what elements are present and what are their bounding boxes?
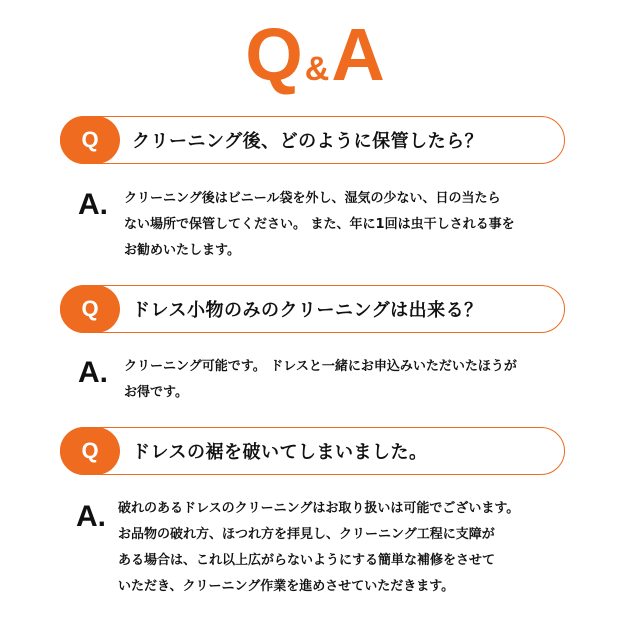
title-q: Q — [245, 13, 303, 96]
question-text: クリーニング後、どのように保管したら？ — [132, 131, 484, 152]
question-text: ドレスの裾を破いてしまいました。 — [132, 442, 428, 463]
question-badge: Q — [60, 285, 120, 333]
title-ampersand: & — [304, 50, 330, 88]
answer-line: 破れのあるドレスのクリーニングはお取り扱いは可能でございます。 — [118, 501, 520, 516]
answer-text — [124, 354, 517, 406]
page-title — [0, 13, 630, 96]
answer-line: お品物の破れ方、ほつれ方を拝見し、クリーニング工程に支障が — [118, 527, 495, 542]
answer-line: クリーニング後はビニール袋を外し、湿気の少ない、日の当たら — [124, 191, 501, 206]
title-a: A — [331, 13, 385, 96]
answer-line: ない場所で保管してください。 また、年に1回は虫干しされる事を — [124, 217, 515, 232]
answer-line: お勧めいたします。 — [124, 243, 240, 258]
answer-line: いただき、クリーニング作業を進めさせていただきます。 — [118, 579, 455, 594]
answer-mark: A. — [76, 500, 106, 533]
question-text: ドレス小物のみのクリーニングは出来る？ — [132, 300, 483, 321]
answer-text — [118, 496, 519, 600]
answer-mark: A. — [78, 356, 108, 389]
answer-mark: A. — [78, 188, 108, 221]
question-badge: Q — [60, 116, 120, 164]
answer-line: クリーニング可能です。 ドレスと一緒にお申込みいただいたほうが — [124, 359, 517, 374]
answer-line: お得です。 — [124, 385, 188, 400]
question-badge: Q — [60, 427, 120, 475]
answer-text — [124, 186, 515, 264]
answer-line: ある場合は、これ以上広がらないようにする簡単な補修をさせて — [118, 553, 496, 568]
